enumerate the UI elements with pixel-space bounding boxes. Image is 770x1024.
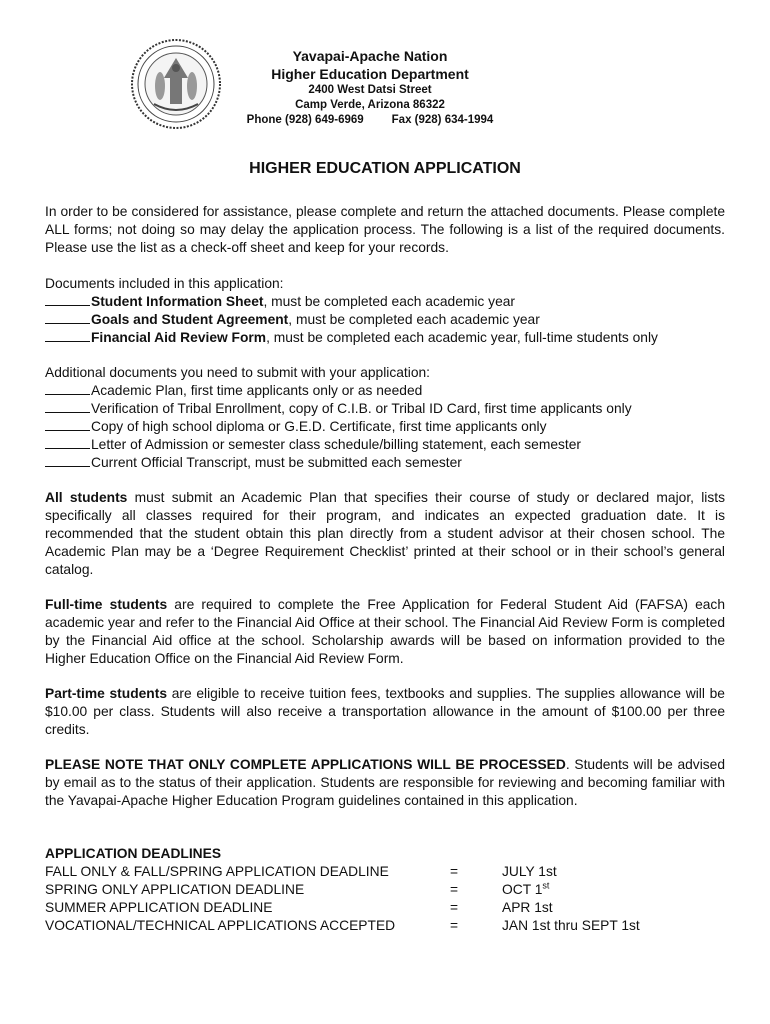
city-address: Camp Verde, Arizona 86322 [295,99,445,111]
paragraph-lead: All students [45,490,128,505]
deadline-label: FALL ONLY & FALL/SPRING APPLICATION DEADLINE [45,864,389,879]
street-address: 2400 West Datsi Street [308,84,432,96]
check-blank[interactable] [45,311,90,324]
item-text: , must be completed each academic year [263,293,516,309]
checklist-item [45,418,725,436]
fax-number: Fax (928) 634-1994 [391,114,494,126]
item-text: Academic Plan, first time applicants only or as needed [91,382,423,398]
paragraph-text: must submit an Academic Plan that specifies their course of study or declared major, lists specifically all classes required for their program, and indicates an expected graduation date. It is recommended that the student obtain this plan directly from a student advisor at their chosen school. The Academic Plan may be a ‘Degree Requirement Checklist’ printed at their school or in their school’s general catalog. [45,490,725,577]
checklist-item [45,436,725,454]
deadline-date [502,863,640,881]
check-blank[interactable] [45,400,90,413]
item-text: Copy of high school diploma or G.E.D. Certificate, first time applicants only [91,418,547,434]
deadline-row [45,881,640,899]
deadline-label: SUMMER APPLICATION DEADLINE [45,900,273,915]
phone-number: Phone (928) 649-6969 [246,114,364,126]
checklist-item [45,311,725,329]
deadline-date-text: JAN 1st thru SEPT 1st [502,918,640,933]
item-text: , must be completed each academic year, full-time students only [266,329,658,345]
deadline-equals: = [450,882,459,897]
deadline-date [502,899,640,917]
included-documents-list [45,275,725,347]
item-text: Current Official Transcript, must be submitted each semester [91,454,462,470]
checklist-item [45,454,725,472]
org-name: Yavapai-Apache Nation [292,48,448,64]
included-heading: Documents included in this application: [45,276,284,291]
checklist-item [45,382,725,400]
deadline-date-text: JULY 1st [502,864,557,879]
deadline-equals: = [450,864,459,879]
deadlines-heading: APPLICATION DEADLINES [45,846,222,861]
deadline-label: SPRING ONLY APPLICATION DEADLINE [45,882,305,897]
check-blank[interactable] [45,293,90,306]
deadline-row [45,899,640,917]
part-time-paragraph [45,685,725,739]
check-blank[interactable] [45,382,90,395]
deadline-date-text: APR 1st [502,900,553,915]
checklist-item [45,329,725,347]
checklist-item [45,293,725,311]
deadline-row [45,917,640,935]
note-paragraph [45,756,725,810]
deadline-row [45,863,640,881]
deadline-label: VOCATIONAL/TECHNICAL APPLICATIONS ACCEPTED [45,918,396,933]
deadline-equals: = [450,900,459,915]
paragraph-lead: Part-time students [45,686,167,701]
paragraph-lead: Full-time students [45,597,168,612]
paragraph-text: are eligible to receive tuition fees, textbooks and supplies. The supplies allowance will be $10.00 per class. Students will also receive a transportation allowance in the amount of $100.00 per three credits. [45,686,725,737]
deadline-date-text: OCT 1 [502,882,543,897]
additional-documents-list [45,364,725,471]
check-blank[interactable] [45,436,90,449]
deadlines-table [45,845,640,935]
department-name: Higher Education Department [271,66,469,82]
deadline-date [502,917,640,935]
item-text: Verification of Tribal Enrollment, copy of C.I.B. or Tribal ID Card, first time applicants only [91,400,632,416]
item-title: Financial Aid Review Form [91,329,267,345]
full-time-paragraph [45,596,725,668]
additional-heading: Additional documents you need to submit with your application: [45,365,431,380]
contact-line [200,113,540,128]
paragraph-text: . Students will be advised by email as to the status of their application. Students are responsible for reviewing and becoming familiar with the Yavapai-Apache Higher Education Program guidelines contained in this application. [45,757,725,808]
item-text: , must be completed each academic year [288,311,540,327]
deadline-equals: = [450,918,459,933]
intro-paragraph: In order to be considered for assistance, please complete and return the attached documents. Please complete ALL forms; not doing so may delay the application process. The following is a list of the required documents. Please use the list as a check-off sheet and keep for your records. [45,204,725,255]
check-blank[interactable] [45,454,90,467]
deadline-date-suffix: st [542,880,550,891]
all-students-paragraph [45,489,725,579]
check-blank[interactable] [45,329,90,342]
page-title: HIGHER EDUCATION APPLICATION [249,160,521,177]
checklist-item [45,400,725,418]
item-title: Goals and Student Agreement [91,311,289,327]
item-title: Student Information Sheet [91,293,264,309]
check-blank[interactable] [45,418,90,431]
letterhead [200,47,540,128]
paragraph-lead: PLEASE NOTE THAT ONLY COMPLETE APPLICATIONS WILL BE PROCESSED [45,757,566,772]
paragraph-text: are required to complete the Free Application for Federal Student Aid (FAFSA) each academic year and refer to the Financial Aid Office at their school. The Financial Aid Review Form is completed by the Financial Aid office at the school. Scholarship awards will be based on information provided to the Higher Education Office on the Financial Aid Review Form. [45,597,725,666]
item-text: Letter of Admission or semester class schedule/billing statement, each semester [91,436,582,452]
deadline-date [502,881,640,899]
